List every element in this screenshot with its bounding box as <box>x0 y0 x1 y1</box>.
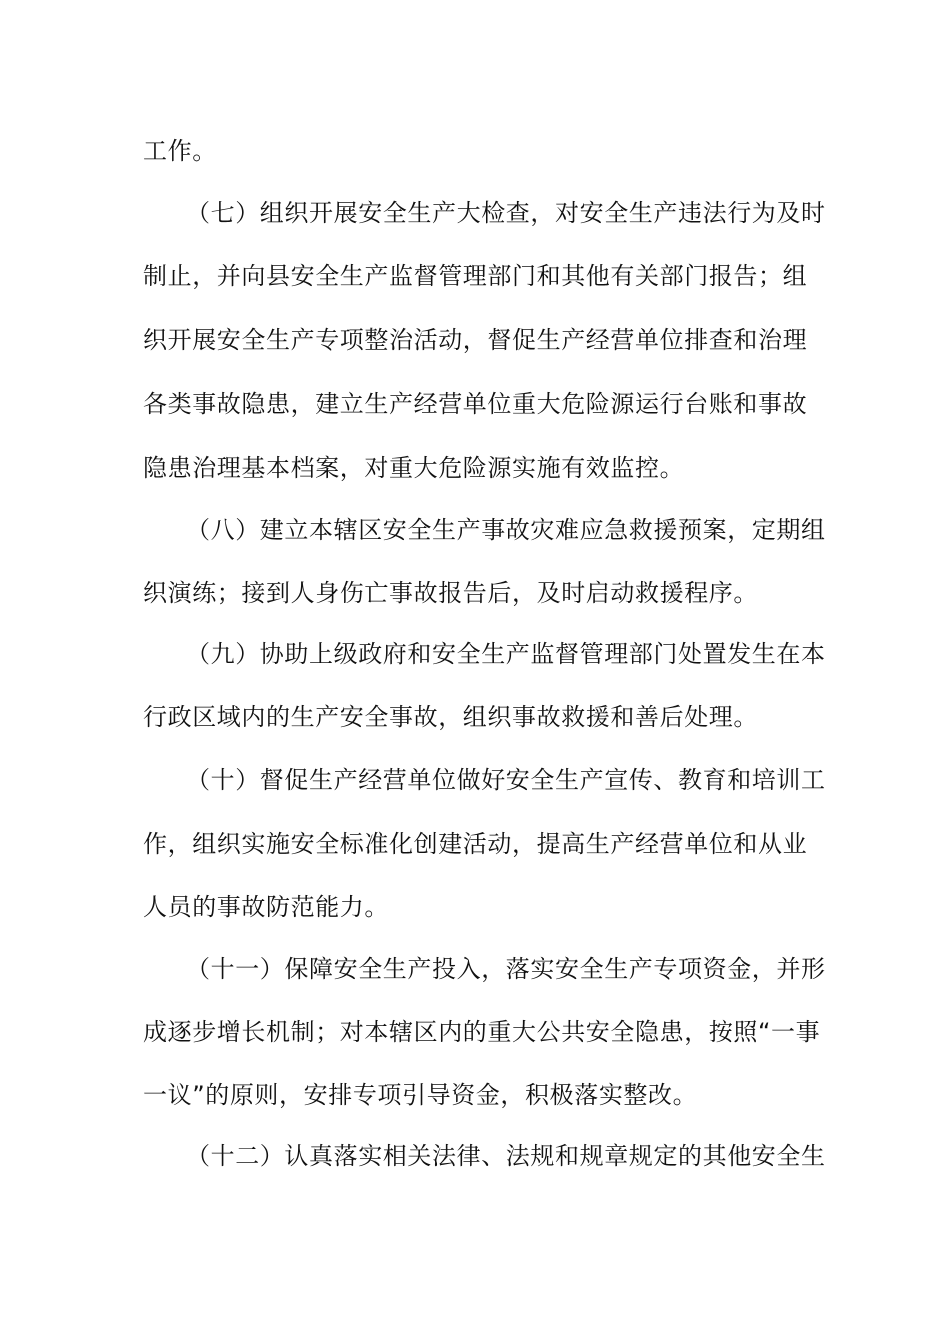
text-line: （八）建立本辖区安全生产事故灾难应急救援预案，定期组 <box>186 516 826 544</box>
text-line: （十一）保障安全生产投入，落实安全生产专项资金，并形 <box>186 955 826 983</box>
text-line: （十二）认真落实相关法律、法规和规章规定的其他安全生 <box>186 1142 826 1170</box>
text-line: （七）组织开展安全生产大检查，对安全生产违法行为及时 <box>186 199 826 227</box>
text-line: 隐患治理基本档案，对重大危险源实施有效监控。 <box>143 454 685 482</box>
text-line: 一议”的原则，安排专项引导资金，积极落实整改。 <box>143 1081 698 1109</box>
text-line: 织开展安全生产专项整治活动，督促生产经营单位排查和治理 <box>143 326 808 354</box>
text-line: 制止，并向县安全生产监督管理部门和其他有关部门报告；组 <box>143 262 808 290</box>
text-line: 织演练；接到人身伤亡事故报告后，及时启动救援程序。 <box>143 579 758 607</box>
text-line: （九）协助上级政府和安全生产监督管理部门处置发生在本 <box>186 640 826 668</box>
text-line: 人员的事故防范能力。 <box>143 893 389 921</box>
text-line: 各类事故隐患，建立生产经营单位重大危险源运行台账和事故 <box>143 390 808 418</box>
text-line: 行政区域内的生产安全事故，组织事故救援和善后处理。 <box>143 703 758 731</box>
text-line: （十）督促生产经营单位做好安全生产宣传、教育和培训工 <box>186 766 826 794</box>
text-line: 作，组织实施安全标准化创建活动，提高生产经营单位和从业 <box>143 830 808 858</box>
text-line: 工作。 <box>143 137 217 165</box>
text-line: 成逐步增长机制；对本辖区内的重大公共安全隐患，按照“一事 <box>143 1018 821 1046</box>
